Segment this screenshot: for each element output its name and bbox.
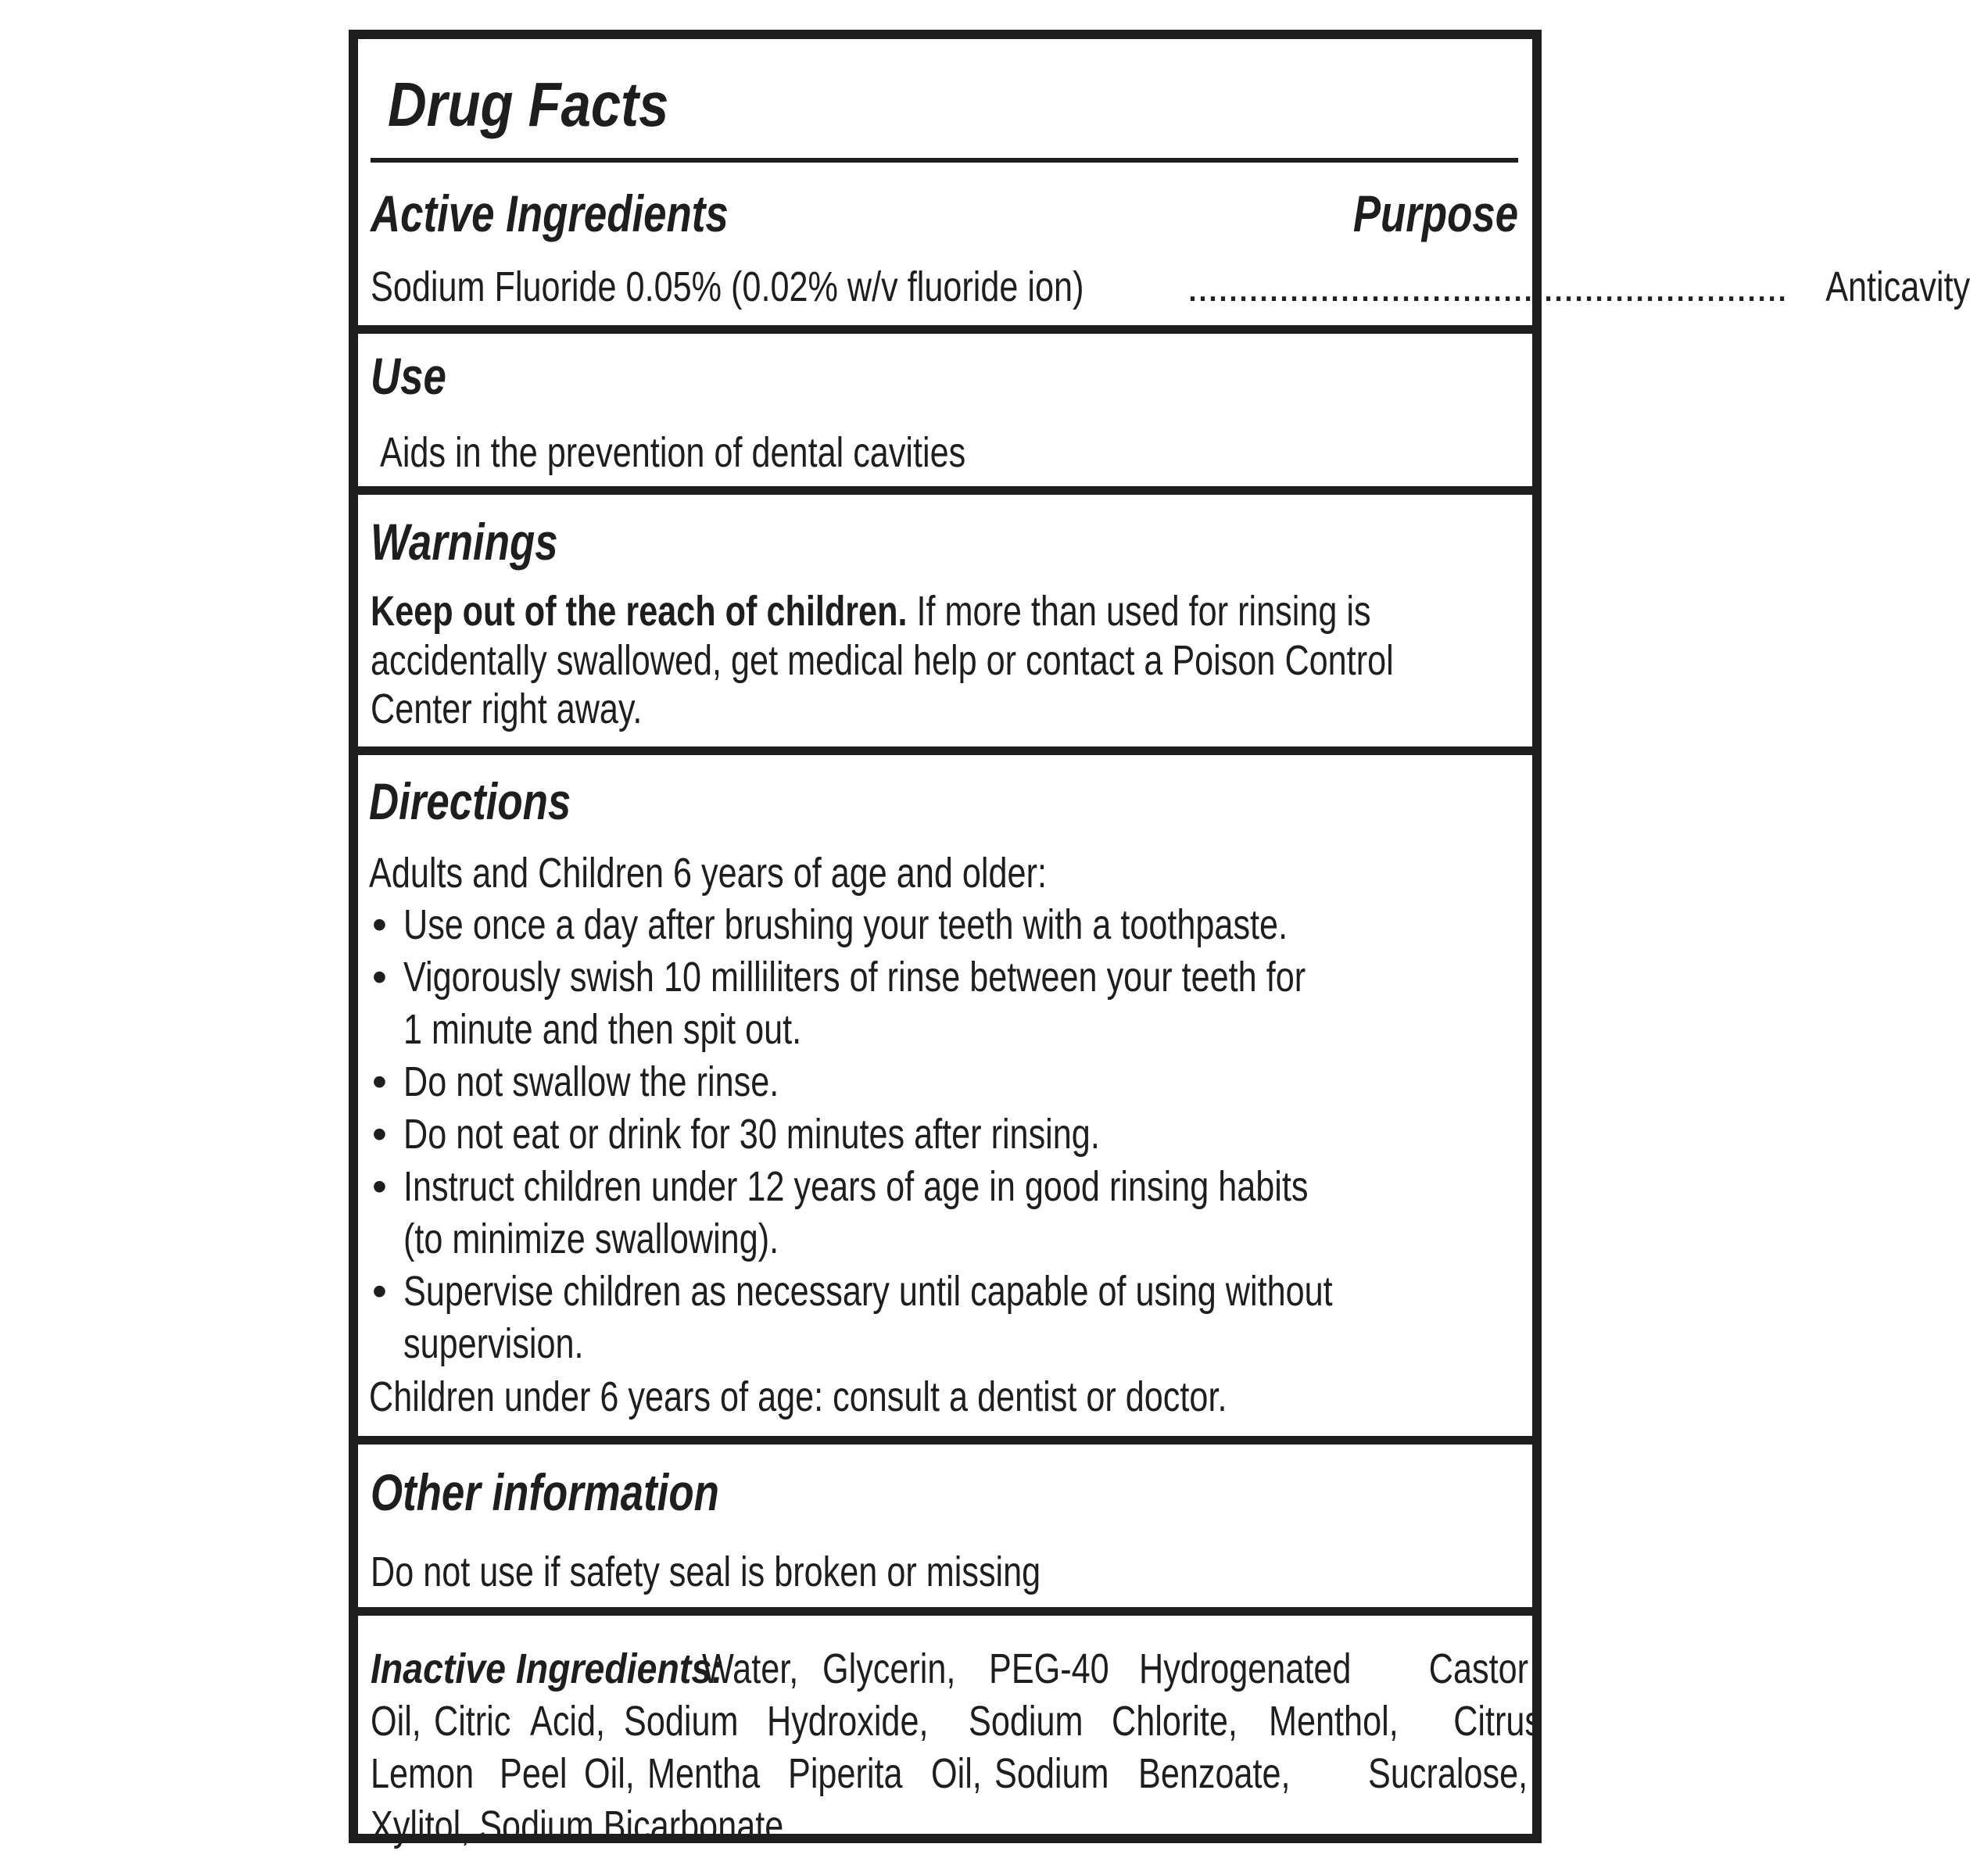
inactive-word: Mentha [647,1750,761,1797]
inactive-line-3 [371,1750,1528,1797]
inactive-word: Sodium [969,1698,1084,1745]
bullet-icon: • [372,1268,387,1315]
inactive-line-2 [371,1698,1542,1745]
inactive-word: Oil, [371,1698,421,1745]
directions-item-line: Supervise children as necessary until capable of using without [403,1268,1333,1315]
section-divider [358,746,1532,755]
inactive-word: Sucralose, [1367,1750,1528,1797]
directions-item-line: Vigorously swish 10 milliliters of rinse between your teeth for [403,954,1306,1001]
warnings-heading: Warnings [371,513,558,571]
active-ingredient-name: Sodium Fluoride 0.05% (0.02% w/v fluoride ion) [371,263,1084,310]
inactive-word: Piperita [788,1750,903,1797]
inactive-word: Oil, [584,1750,636,1797]
warnings-line-3: Center right away. [371,686,643,732]
section-divider [358,1436,1532,1445]
inactive-word: PEG-40 [989,1645,1109,1692]
directions-item-line: 1 minute and then spit out. [403,1006,802,1053]
inactive-word: Glycerin, [822,1645,956,1692]
drug-facts-panel [349,30,1970,1849]
warnings-line-1 [371,588,1371,635]
inactive-word: Hydroxide, [767,1698,929,1745]
warnings-line-1-rest: If more than used for rinsing is [916,588,1371,635]
bullet-icon: • [372,1111,387,1158]
section-divider [358,1607,1532,1616]
use-heading: Use [371,347,446,405]
directions-item-line: Do not swallow the rinse. [403,1058,779,1105]
inactive-word: Chlorite, [1112,1698,1238,1745]
directions-intro: Adults and Children 6 years of age and older: [369,850,1047,897]
leader-dots: ........................................................... [1187,263,1787,310]
inactive-word: Citrus [1452,1698,1542,1745]
directions-item-line: supervision. [403,1320,584,1367]
directions-footer: Children under 6 years of age: consult a dentist or doctor. [369,1373,1227,1420]
inactive-word: Citric [434,1698,511,1745]
directions-item-line: Instruct children under 12 years of age in good rinsing habits [403,1163,1309,1210]
inactive-word: Sodium [624,1698,739,1745]
title-rule [371,158,1518,163]
other-information-text: Do not use if safety seal is broken or missing [371,1548,1041,1595]
inactive-word: Hydrogenated [1139,1645,1352,1692]
active-ingredient-row [371,263,1970,310]
active-ingredients-heading: Active Ingredients [371,184,729,242]
section-divider [358,325,1532,334]
inactive-word: Oil, [931,1750,983,1797]
bullet-icon: • [372,954,387,1001]
warnings-line-2: accidentally swallowed, get medical help or contact a Poison Control [371,637,1394,684]
inactive-last-line: Xylitol, Sodium Bicarbonate. [371,1803,793,1849]
inactive-word: Castor [1429,1645,1529,1692]
directions-heading: Directions [369,772,571,830]
inactive-word: Acid, [529,1698,606,1745]
purpose-heading: Purpose [1352,184,1518,242]
active-ingredient-purpose: Anticavity [1825,263,1970,310]
other-information-heading: Other information [371,1463,719,1521]
bullet-icon: • [372,901,387,948]
drug-facts-title: Drug Facts [388,70,669,139]
inactive-line-1-words [702,1645,1529,1692]
inactive-word: Menthol, [1269,1698,1399,1745]
inactive-word: Lemon [371,1750,475,1797]
inactive-line-1 [371,1645,1529,1692]
bullet-icon: • [372,1058,387,1105]
section-divider [358,486,1532,495]
directions-item-line: Do not eat or drink for 30 minutes after rinsing. [403,1111,1100,1158]
inactive-word: Water, [702,1645,799,1692]
inactive-ingredients-heading: Inactive Ingredients: [371,1645,724,1692]
inactive-word: Peel [500,1750,568,1797]
inactive-word: Sodium [994,1750,1109,1797]
directions-item-line: Use once a day after brushing your teeth with a toothpaste. [403,901,1288,948]
warnings-bold-lead: Keep out of the reach of children. [371,588,908,635]
inactive-word: Benzoate, [1137,1750,1291,1797]
directions-item-line: (to minimize swallowing). [403,1215,779,1262]
use-text: Aids in the prevention of dental cavities [380,429,966,476]
bullet-icon: • [372,1163,387,1210]
